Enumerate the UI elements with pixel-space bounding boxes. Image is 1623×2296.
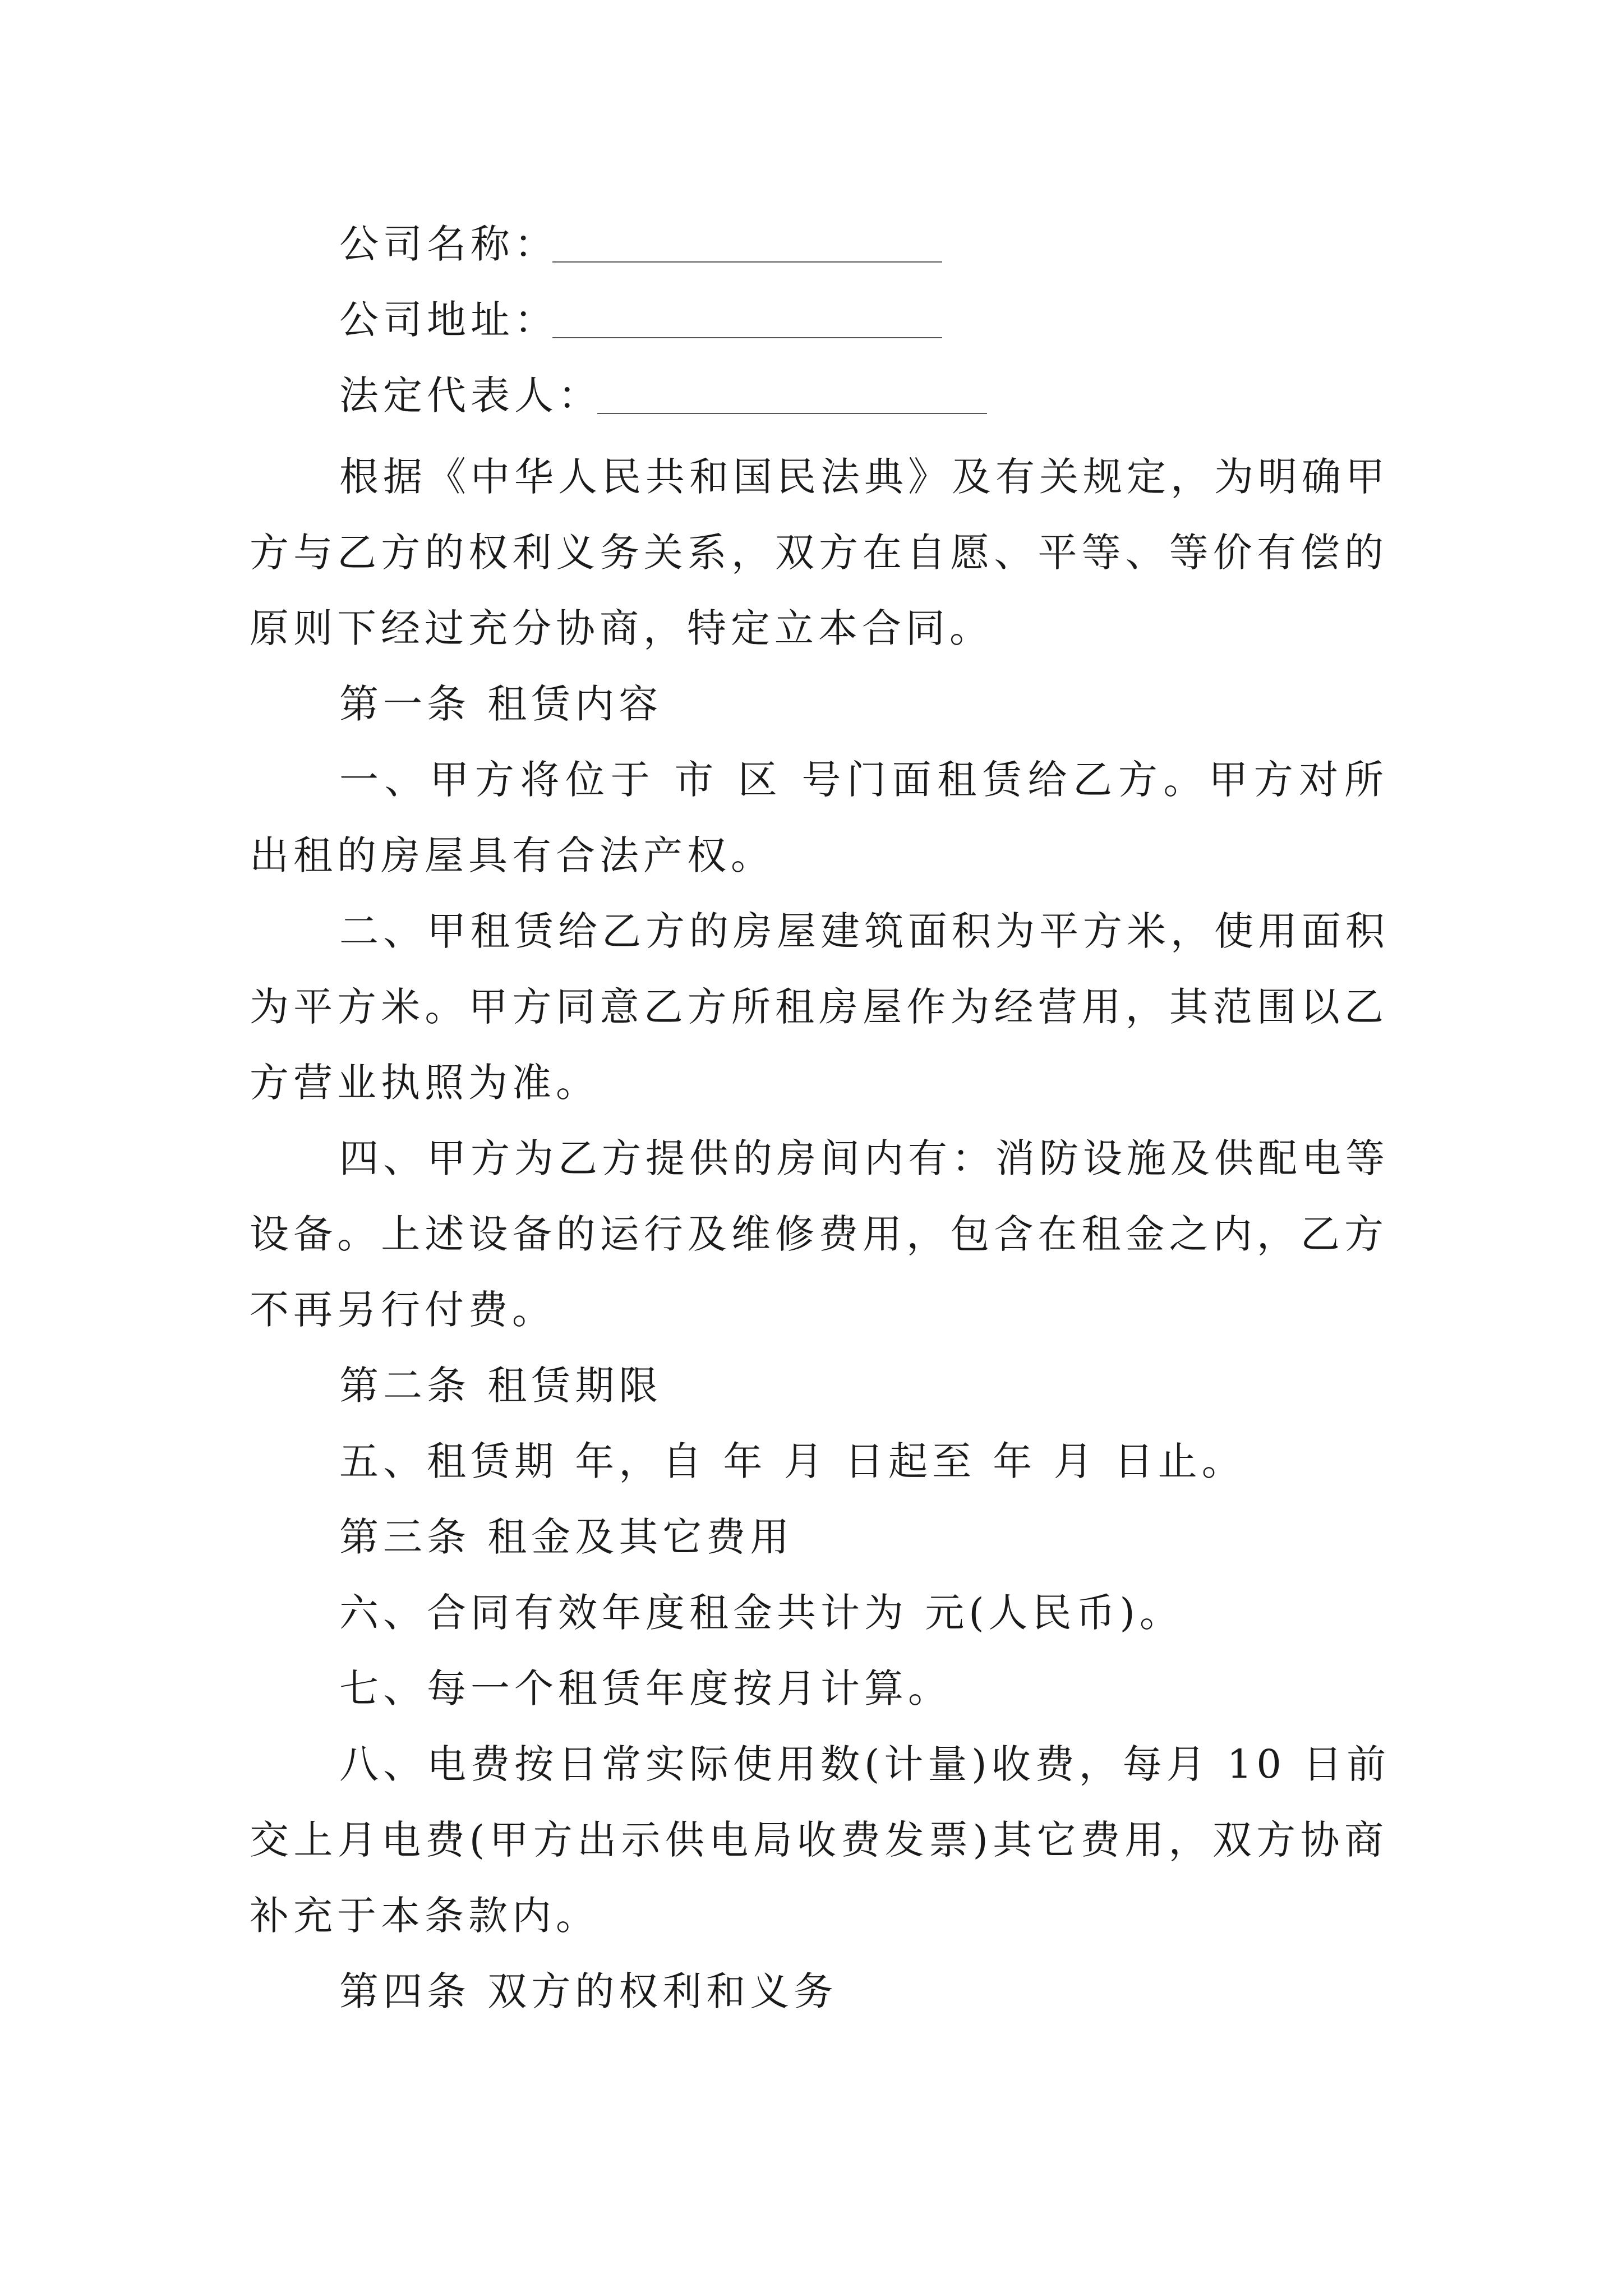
clause-4-line-2: 设备。上述设备的运行及维修费用，包含在租金之内，乙方 <box>250 1211 1388 1257</box>
paragraph-intro-line-2: 方与乙方的权利义务关系，双方在自愿、平等、等价有偿的 <box>250 530 1388 576</box>
clause-8-line-2: 交上月电费(甲方出示供电局收费发票)其它费用，双方协商 <box>250 1817 1388 1863</box>
clause-8-line-1: 八、电费按日常实际使用数(计量)收费，每月 10 日前 <box>339 1741 1391 1787</box>
clause-4-line-3: 不再另行付费。 <box>250 1287 556 1333</box>
clause-6-line-1: 六、合同有效年度租金共计为 元(人民币)。 <box>339 1590 1183 1636</box>
clause-5-line-1: 五、租赁期 年，自 年 月 日起至 年 月 日止。 <box>339 1438 1246 1484</box>
clause-2-line-2: 为平方米。甲方同意乙方所租房屋作为经营用，其范围以乙 <box>250 984 1388 1030</box>
clause-2-line-3: 方营业执照为准。 <box>250 1060 600 1106</box>
article-2-heading: 第二条 租赁期限 <box>339 1363 663 1409</box>
clause-1-line-1: 一、甲方将位于 市 区 号门面租赁给乙方。甲方对所 <box>339 757 1388 803</box>
article-1-heading: 第一条 租赁内容 <box>339 681 663 727</box>
legal-representative-blank <box>597 413 987 414</box>
clause-1-line-2: 出租的房屋具有合法产权。 <box>250 832 774 878</box>
company-name-label: 公司名称： <box>339 221 558 267</box>
paragraph-intro-line-3: 原则下经过充分协商，特定立本合同。 <box>250 605 993 651</box>
clause-7-line-1: 七、每一个租赁年度按月计算。 <box>339 1665 952 1711</box>
company-name-blank <box>552 261 942 263</box>
company-address-blank <box>552 337 942 338</box>
legal-representative-label: 法定代表人： <box>339 372 602 418</box>
article-3-heading: 第三条 租金及其它费用 <box>339 1514 794 1560</box>
clause-8-line-3: 补充于本条款内。 <box>250 1893 600 1939</box>
clause-2-line-1: 二、甲租赁给乙方的房屋建筑面积为平方米，使用面积 <box>339 908 1389 954</box>
article-4-heading: 第四条 双方的权利和义务 <box>339 1968 838 2014</box>
clause-4-line-1: 四、甲方为乙方提供的房间内有：消防设施及供配电等 <box>339 1135 1389 1181</box>
paragraph-intro-line-1: 根据《中华人民共和国民法典》及有关规定，为明确甲 <box>339 454 1389 500</box>
company-address-label: 公司地址： <box>339 297 558 343</box>
